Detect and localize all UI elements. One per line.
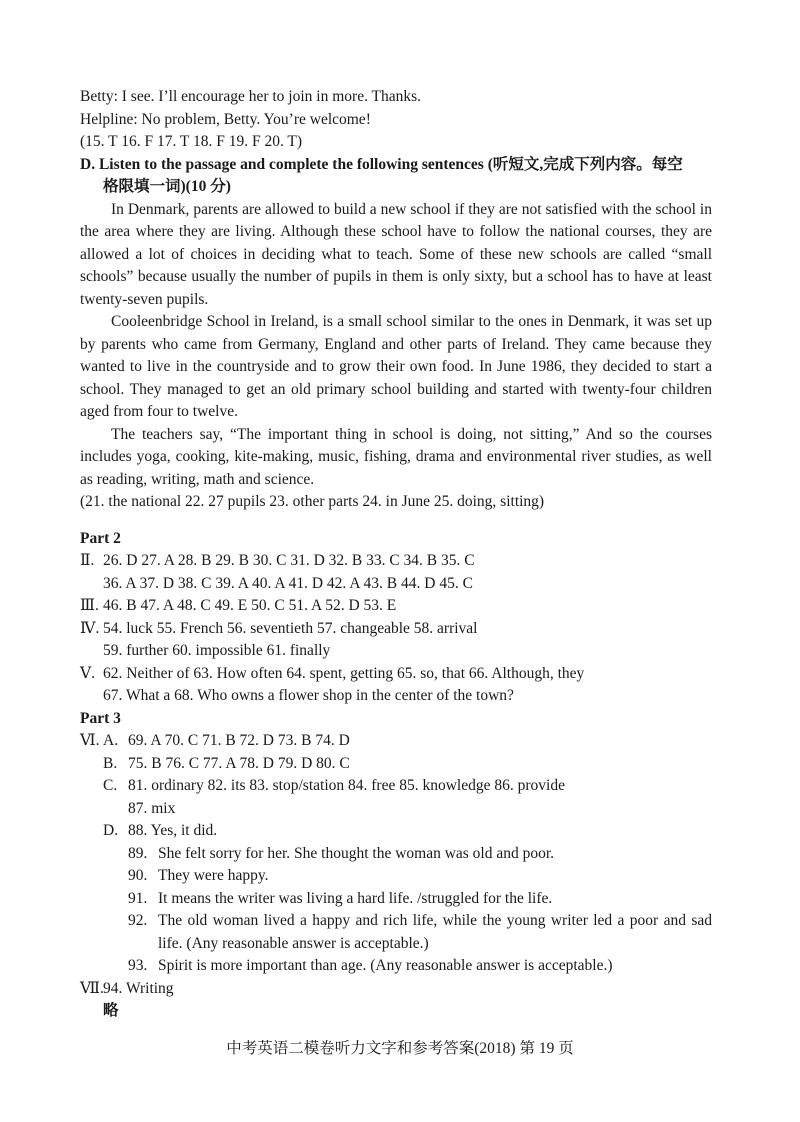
section-ii xyxy=(80,550,712,573)
page-footer: 中考英语二模卷听力文字和参考答案(2018) 第 19 页 xyxy=(226,1040,574,1057)
section-line: 46. B 47. A 48. C 49. E 50. C 51. A 52. D 53. E xyxy=(103,597,397,614)
section-vi-c xyxy=(80,775,712,798)
subsection-text: 75. B 76. C 77. A 78. D 79. D 80. C xyxy=(128,754,350,772)
section-label: Ⅶ. xyxy=(80,979,104,997)
subsection-label: C. xyxy=(103,777,118,794)
part-3-title: Part 3 xyxy=(80,709,121,727)
subsection-text: 88. Yes, it did. xyxy=(128,822,218,839)
section-line: 54. luck 55. French 56. seventieth 57. changeable 58. arrival xyxy=(103,619,478,637)
section-label: Ⅲ. xyxy=(80,597,99,614)
section-vi-b xyxy=(80,753,712,776)
section-v xyxy=(80,663,712,686)
item-number: 92. xyxy=(128,912,148,929)
section-line: 62. Neither of 63. How often 64. spent, getting 65. so, that 66. Although, they xyxy=(103,664,585,682)
answer-item xyxy=(80,888,712,911)
section-label: Ⅵ. xyxy=(80,732,100,749)
dialog-line-helpline: Helpline: No problem, Betty. You’re welcome! xyxy=(80,110,371,128)
section-d-heading-line1: D. Listen to the passage and complete the following sentences (听短文,完成下列内容。每空 xyxy=(80,155,683,173)
subsection-text: 69. A 70. C 71. B 72. D 73. B 74. D xyxy=(128,732,350,749)
section-vi xyxy=(80,730,712,753)
section-iv xyxy=(80,618,712,641)
subsection-text: 81. ordinary 82. its 83. stop/station 84. free 85. knowledge 86. provide xyxy=(128,777,565,794)
item-text: She felt sorry for her. She thought the woman was old and poor. xyxy=(158,844,555,862)
section-line: 59. further 60. impossible 61. finally xyxy=(103,642,331,659)
answers-21-25: (21. the national 22. 27 pupils 23. other parts 24. in June 25. doing, sitting) xyxy=(80,493,545,510)
item-number: 93. xyxy=(128,957,148,974)
answer-item xyxy=(80,843,712,866)
section-line: 94. Writing xyxy=(103,979,174,997)
item-text: Spirit is more important than age. (Any reasonable answer is acceptable.) xyxy=(158,957,613,974)
section-d-heading-line2: 格限填一词)(10 分) xyxy=(103,178,231,195)
item-number: 90. xyxy=(128,867,148,884)
section-label: Ⅴ. xyxy=(80,664,96,682)
item-text: They were happy. xyxy=(158,867,269,884)
section-label: Ⅱ. xyxy=(80,552,95,569)
answer-page xyxy=(80,86,712,1023)
subsection-label: B. xyxy=(103,754,118,772)
passage-paragraph-2: Cooleenbridge School in Ireland, is a small school similar to the ones in Denmark, it was set up by parents who came from Germany, England and other parts of Ireland. They came because they wanted to live in the countryside and to grow their own food. In June 1986, they decided to start a school. They managed to get an old primary school building and started with twenty-four children aged from four to twelve. xyxy=(80,313,712,420)
item-number: 91. xyxy=(128,889,148,907)
section-line: 26. D 27. A 28. B 29. B 30. C 31. D 32. B 33. C 34. B 35. C xyxy=(103,552,475,569)
passage-paragraph-3: The teachers say, “The important thing in school is doing, not sitting,” And so the courses includes yoga, cooking, kite-making, music, fishing, drama and environmental river studies, as well as reading, writing, math and science. xyxy=(80,425,712,488)
section-line: 67. What a 68. Who owns a flower shop in the center of the town? xyxy=(103,687,514,704)
section-label: Ⅳ. xyxy=(80,619,100,637)
item-text: The old woman lived a happy and rich life, while the young writer led a poor and sad life. (Any reasonable answer is acceptable.) xyxy=(158,912,712,952)
item-number: 89. xyxy=(128,844,148,862)
subsection-label: A. xyxy=(103,732,119,749)
section-line: 36. A 37. D 38. C 39. A 40. A 41. D 42. A 43. B 44. D 45. C xyxy=(103,574,473,592)
part-2-title: Part 2 xyxy=(80,529,121,547)
passage-paragraph-1: In Denmark, parents are allowed to build a new school if they are not satisfied with the school in the area where they are living. Although these school have to follow the national courses, they are allowed a lot of choices in deciding what to teach. Some of these new schools are called “small schools” because usually the number of pupils in them is only sixty, but a school has to have at least twenty-seven pupils. xyxy=(80,200,712,308)
answer-item xyxy=(80,955,712,978)
item-text: It means the writer was living a hard life. /struggled for the life. xyxy=(158,889,553,907)
omitted-note: 略 xyxy=(103,1002,119,1019)
answers-15-20: (15. T 16. F 17. T 18. F 19. F 20. T) xyxy=(80,133,303,150)
dialog-line-betty: Betty: I see. I’ll encourage her to join in more. Thanks. xyxy=(80,88,422,105)
section-vi-d xyxy=(80,820,712,843)
subsection-text: 87. mix xyxy=(128,799,176,817)
section-vii xyxy=(80,978,712,1001)
answer-item xyxy=(80,910,712,955)
subsection-label: D. xyxy=(103,822,119,839)
answer-item xyxy=(80,865,712,888)
section-iii xyxy=(80,595,712,618)
